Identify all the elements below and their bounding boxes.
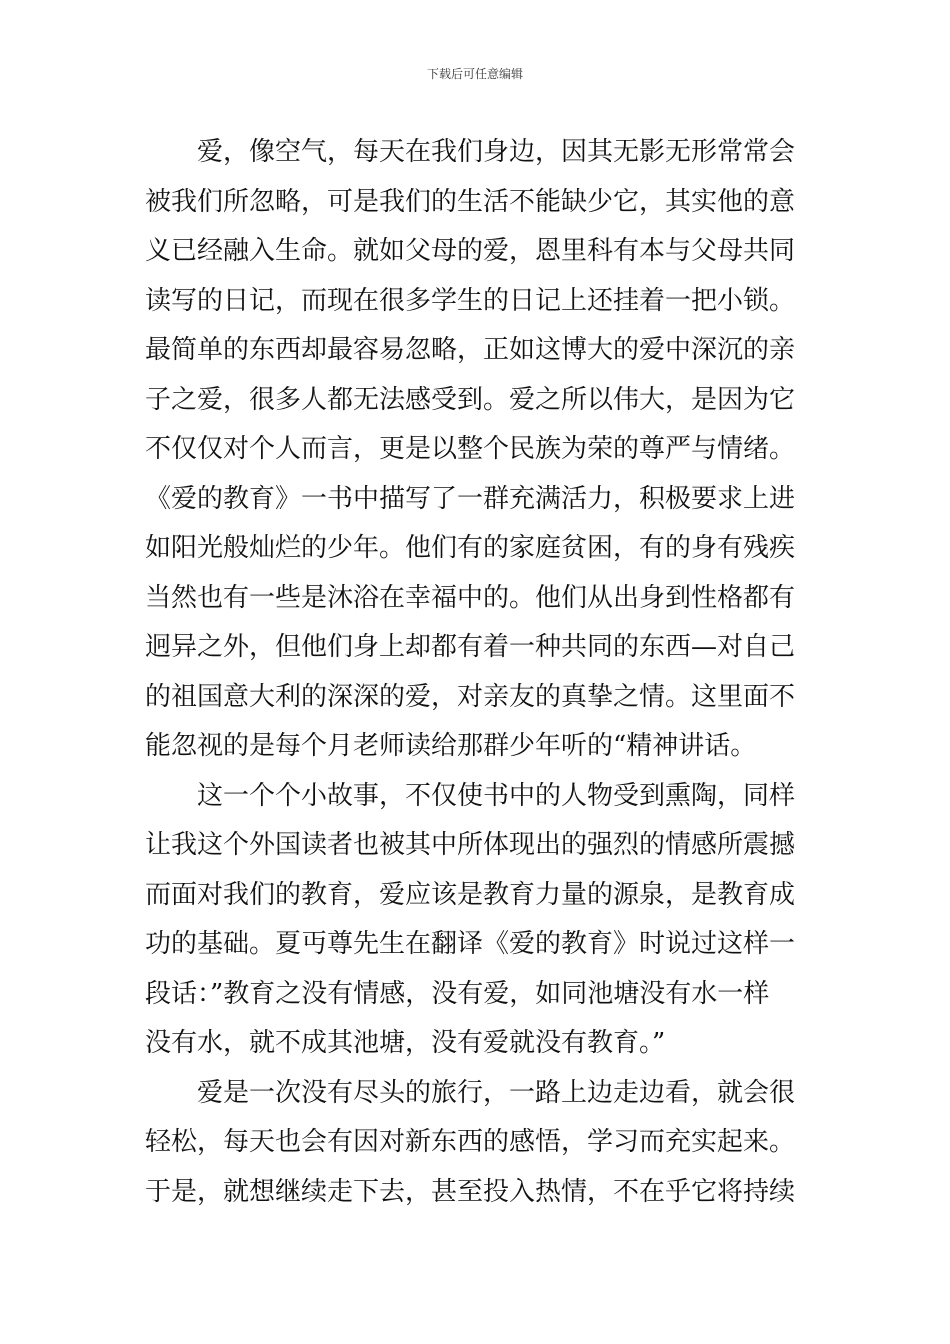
paragraph-1-line: 爱，像空气，每天在我们身边，因其无影无形常常会 (197, 137, 796, 167)
paragraph-1-line: 如阳光般灿烂的少年。他们有的家庭贫困，有的身有残疾 (145, 533, 796, 563)
page-header: 下载后可任意编辑 (426, 67, 523, 81)
paragraph-2-line: 功的基础。夏丏尊先生在翻译《爱的教育》时说过这样一 (145, 929, 796, 959)
paragraph-1-line: 读写的日记，而现在很多学生的日记上还挂着一把小锁。 (145, 285, 796, 316)
paragraph-2-line: 让我这个外国读者也被其中所体现出的强烈的情感所震撼 (145, 830, 796, 860)
paragraph-2-line: 段话：”教育之没有情感，没有爱，如同池塘没有水一样 (145, 978, 770, 1009)
paragraph-1-line: 当然也有一些是沐浴在幸福中的。他们从出身到性格都有 (145, 582, 796, 613)
paragraph-1-line: 最简单的东西却最容易忽略，正如这博大的爱中深沉的亲 (145, 335, 796, 365)
paragraph-1-line: 迥异之外，但他们身上却都有着一种共同的东西—对自己 (145, 632, 796, 662)
paragraph-3-line: 爱是一次没有尽头的旅行，一路上边走边看，就会很 (197, 1077, 796, 1108)
document-body (145, 128, 810, 1217)
paragraph-3-line: 于是，就想继续走下去，甚至投入热情，不在乎它将持续 (145, 1176, 796, 1207)
paragraph-3-line: 轻松，每天也会有因对新东西的感悟，学习而充实起来。 (145, 1127, 796, 1157)
paragraph-1-line: 被我们所忽略，可是我们的生活不能缺少它，其实他的意 (145, 186, 796, 217)
paragraph-2-line: 而面对我们的教育，爱应该是教育力量的源泉，是教育成 (145, 879, 796, 910)
paragraph-1-line: 的祖国意大利的深深的爱，对亲友的真挚之情。这里面不 (145, 681, 796, 712)
paragraph-1-line: 义已经融入生命。就如父母的爱，恩里科有本与父母共同 (145, 236, 796, 266)
paragraph-1-line: 能忽视的是每个月老师读给那群少年听的“精神讲话。 (145, 731, 757, 761)
paragraph-2-line: 这一个个小故事，不仅使书中的人物受到熏陶，同样 (197, 780, 796, 811)
paragraph-1-line: 子之爱，很多人都无法感受到。爱之所以伟大，是因为它 (145, 384, 796, 415)
paragraph-1-line: 《爱的教育》一书中描写了一群充满活力，积极要求上进 (145, 483, 796, 514)
paragraph-1-line: 不仅仅对个人而言，更是以整个民族为荣的尊严与情绪。 (145, 434, 796, 464)
paragraph-2-line: 没有水，就不成其池塘，没有爱就没有教育。” (145, 1028, 666, 1058)
